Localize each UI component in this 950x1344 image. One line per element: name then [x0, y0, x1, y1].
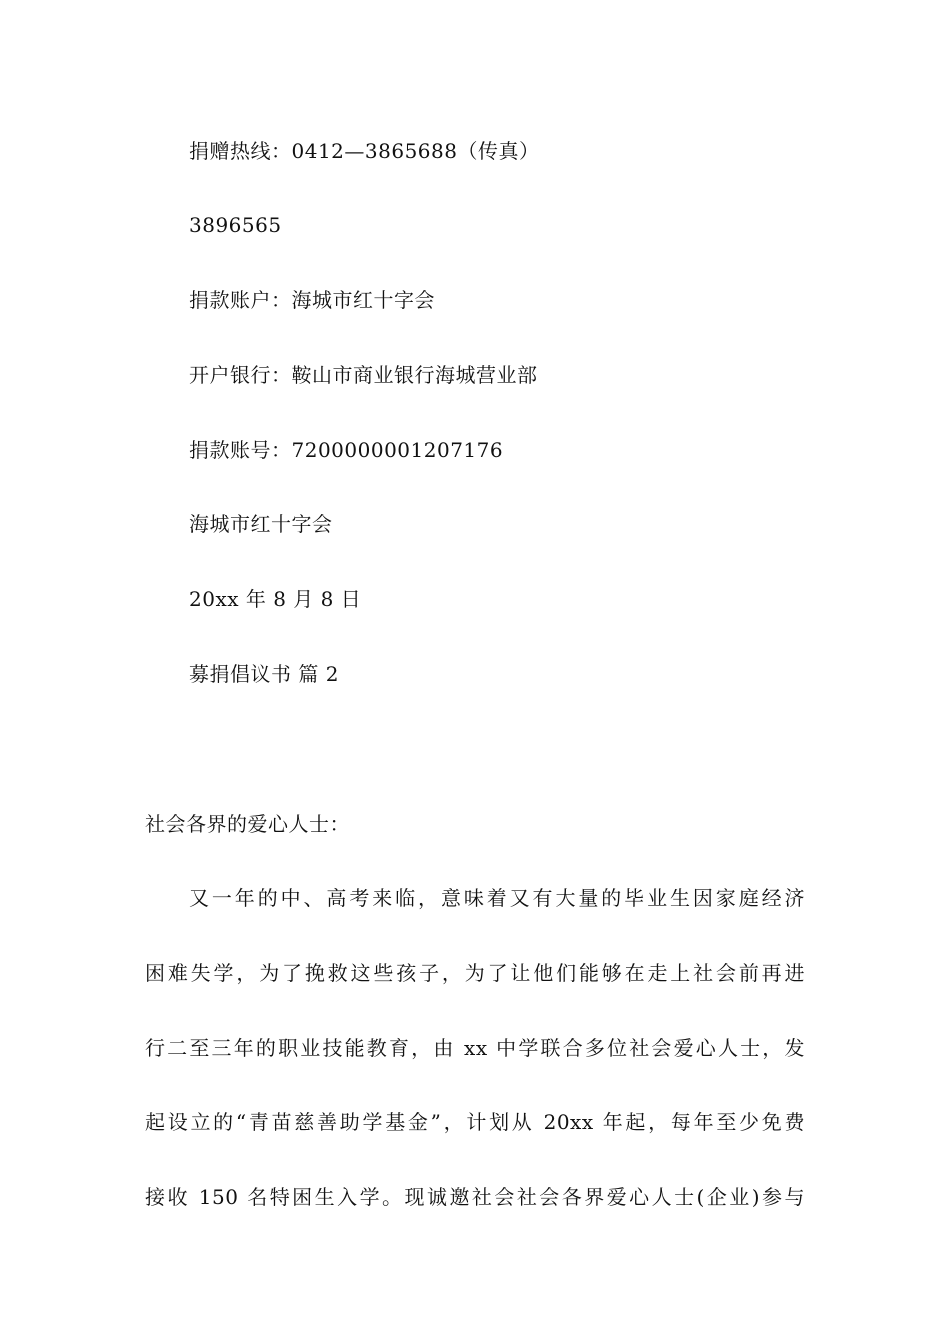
body-paragraph-line: 又一年的中、高考来临，意味着又有大量的毕业生因家庭经济	[189, 886, 805, 910]
bank-name: 开户银行：鞍山市商业银行海城营业部	[189, 363, 538, 387]
salutation: 社会各界的爱心人士：	[145, 812, 350, 836]
signature-organization: 海城市红十字会	[189, 512, 333, 536]
body-paragraph-line: 接收 150 名特困生入学。现诚邀社会社会各界爱心人士(企业)参与	[145, 1185, 805, 1209]
account-number: 捐款账号：7200000001207176	[189, 438, 504, 462]
donation-hotline: 捐赠热线：0412—3865688（传真）	[189, 139, 540, 163]
body-paragraph-line: 起设立的“青苗慈善助学基金”，计划从 20xx 年起，每年至少免费	[145, 1110, 805, 1134]
body-paragraph-line: 困难失学，为了挽救这些孩子，为了让他们能够在走上社会前再进	[145, 961, 805, 985]
body-paragraph-line: 行二至三年的职业技能教育，由 xx 中学联合多位社会爱心人士，发	[145, 1036, 805, 1060]
section-title: 募捐倡议书 篇 2	[189, 662, 339, 686]
donation-account-name: 捐款账户：海城市红十字会	[189, 288, 435, 312]
signature-date: 20xx 年 8 月 8 日	[189, 587, 362, 611]
hotline-second-number: 3896565	[189, 213, 282, 237]
